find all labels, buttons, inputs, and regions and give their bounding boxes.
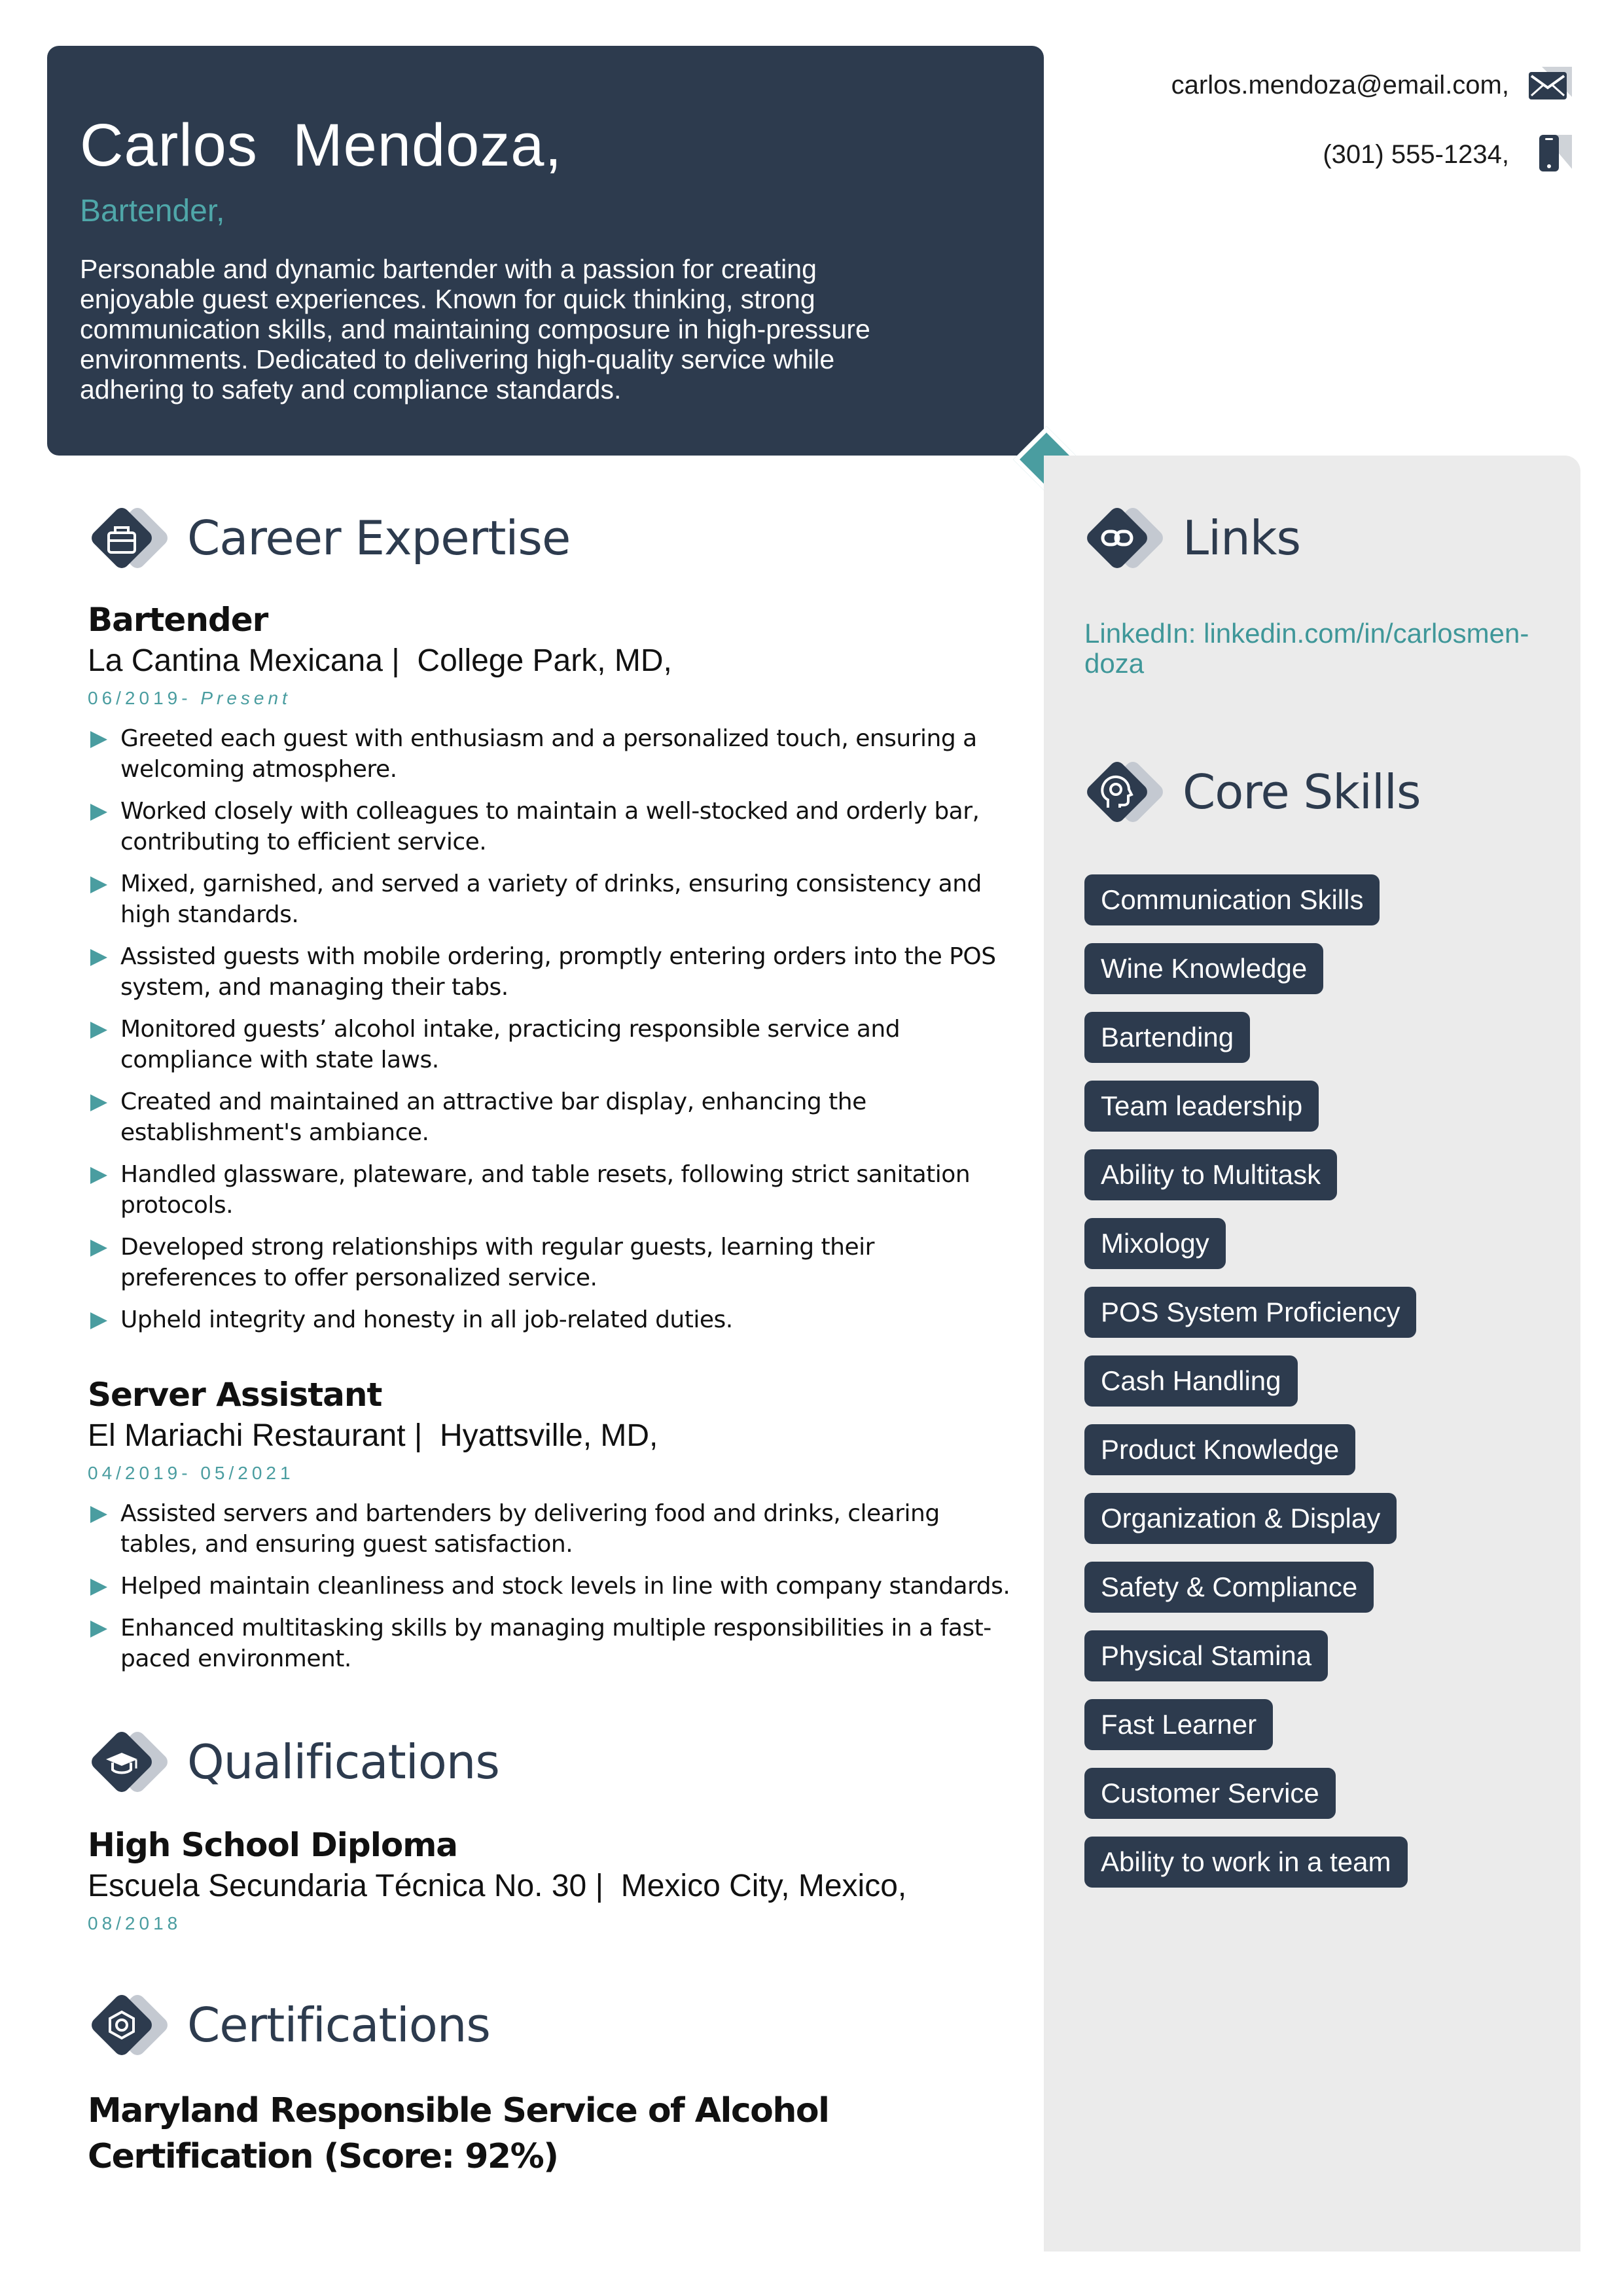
bullet-item: Assisted guests with mobile ordering, promptly entering orders into the POS system, and managing their tabs.	[88, 941, 1017, 1003]
school-name: Escuela Secundaria Técnica No. 30	[88, 1869, 587, 1903]
bullet-item: Assisted servers and bartenders by delivering food and drinks, clearing tables, and ensuring guest satisfaction.	[88, 1498, 1017, 1560]
school-location: Mexico City, Mexico,	[620, 1869, 907, 1903]
certifications-title: Certifications	[187, 1998, 490, 2053]
job-organization: El Mariachi Restaurant | Hyattsville, MD,	[88, 1418, 658, 1453]
skill-tag: Safety & Compliance	[1084, 1562, 1374, 1613]
bullet-item: Developed strong relationships with regular guests, learning their preferences to offer personalized service.	[88, 1232, 1017, 1293]
company-name: La Cantina Mexicana	[88, 643, 383, 678]
end-date: 05/2021	[200, 1463, 294, 1483]
skills-section-header	[1071, 753, 1420, 831]
certifications-section-header	[76, 1986, 490, 2064]
phone-text[interactable]: (301) 555-1234,	[1323, 139, 1509, 169]
skill-tag: Cash Handling	[1084, 1355, 1298, 1407]
bullet-item: Mixed, garnished, and served a variety of drinks, ensuring consistency and high standards.	[88, 869, 1017, 930]
skill-tag: Ability to work in a team	[1084, 1837, 1408, 1888]
candidate-name	[80, 113, 1011, 179]
bullet-item: Worked closely with colleagues to maintain a well-stocked and orderly bar, contributing to efficient service.	[88, 796, 1017, 857]
bullet-item: Created and maintained an attractive bar display, enhancing the establishment's ambiance.	[88, 1086, 1017, 1148]
contact-email[interactable]	[1171, 59, 1576, 111]
bullet-item: Handled glassware, plateware, and table resets, following strict sanitation protocols.	[88, 1159, 1017, 1221]
start-date: 06/2019	[88, 688, 182, 708]
job-role: Bartender	[88, 601, 268, 639]
skill-tag: Product Knowledge	[1084, 1424, 1355, 1475]
header-panel	[47, 46, 1044, 456]
skills-title: Core Skills	[1183, 764, 1421, 819]
experience-entry	[88, 1376, 1017, 1685]
skill-tag: Team leadership	[1084, 1081, 1319, 1132]
company-name: El Mariachi Restaurant	[88, 1418, 406, 1453]
certification-name: Maryland Responsible Service of Alcohol Certification (Score: 92%)	[88, 2091, 829, 2176]
email-text[interactable]: carlos.mendoza@email.com,	[1171, 70, 1509, 99]
profile-summary: Personable and dynamic bartender with a passion for creating enjoyable guest experiences. Known for quick thinking, strong communication skills, and maintaining composure in high-pressure environments. Dedicated to delivering high-quality service while adhering to safety and compliance standards.	[80, 254, 870, 405]
education-entry	[88, 1826, 1017, 1934]
first-name: Carlos	[80, 112, 258, 179]
qualifications-title: Qualifications	[187, 1734, 499, 1789]
certificate-gear-icon	[76, 1986, 174, 2064]
job-location: College Park, MD,	[417, 643, 672, 678]
graduation-cap-icon	[76, 1723, 174, 1801]
head-gear-icon	[1071, 753, 1169, 831]
envelope-icon	[1524, 59, 1576, 111]
job-dates: 06/2019- Present	[88, 688, 291, 708]
skill-tag: Mixology	[1084, 1218, 1226, 1269]
skill-tag: Organization & Display	[1084, 1493, 1397, 1544]
school-info: Escuela Secundaria Técnica No. 30 | Mexico City, Mexico,	[88, 1869, 907, 1903]
start-date: 04/2019	[88, 1463, 182, 1483]
skill-tag: Bartending	[1084, 1012, 1250, 1063]
job-bullets	[88, 723, 1017, 1335]
skill-tag: Physical Stamina	[1084, 1630, 1328, 1681]
bullet-item: Upheld integrity and honesty in all job-related duties.	[88, 1304, 1017, 1335]
contact-phone[interactable]	[1323, 128, 1576, 181]
bullet-item: Greeted each guest with enthusiasm and a personalized touch, ensuring a welcoming atmosphere.	[88, 723, 1017, 785]
job-role: Server Assistant	[88, 1376, 382, 1414]
career-title: Career Expertise	[187, 511, 571, 565]
skill-tag: Customer Service	[1084, 1768, 1336, 1819]
links-section-header	[1071, 499, 1300, 577]
last-name: Mendoza,	[292, 112, 563, 179]
skill-tag: Communication Skills	[1084, 874, 1380, 925]
linkedin-link[interactable]: LinkedIn: linkedin.com/in/carlosmen-doza	[1084, 618, 1529, 679]
degree: High School Diploma	[88, 1826, 458, 1864]
link-icon	[1071, 499, 1169, 577]
job-dates: 04/2019- 05/2021	[88, 1463, 294, 1483]
bullet-item: Enhanced multitasking skills by managing multiple responsibilities in a fast-paced environment.	[88, 1613, 1017, 1674]
bullet-item: Helped maintain cleanliness and stock levels in line with company standards.	[88, 1571, 1017, 1602]
mobile-phone-icon	[1524, 128, 1576, 181]
job-organization: La Cantina Mexicana | College Park, MD,	[88, 643, 672, 678]
graduation-date: 08/2018	[88, 1913, 182, 1933]
bullet-item: Monitored guests’ alcohol intake, practicing responsible service and compliance with state laws.	[88, 1014, 1017, 1075]
experience-entry	[88, 601, 1017, 1346]
job-bullets	[88, 1498, 1017, 1674]
skill-tag: Fast Learner	[1084, 1699, 1273, 1750]
links-title: Links	[1183, 511, 1300, 565]
skill-tag: Ability to Multitask	[1084, 1149, 1337, 1200]
job-location: Hyattsville, MD,	[440, 1418, 658, 1453]
skill-tag: Wine Knowledge	[1084, 943, 1323, 994]
briefcase-icon	[76, 499, 174, 577]
skills-list	[1084, 874, 1543, 1905]
job-title: Bartender,	[80, 194, 225, 229]
qualifications-section-header	[76, 1723, 499, 1801]
career-section-header	[76, 499, 570, 577]
skill-tag: POS System Proficiency	[1084, 1287, 1416, 1338]
end-date: Present	[200, 688, 291, 708]
